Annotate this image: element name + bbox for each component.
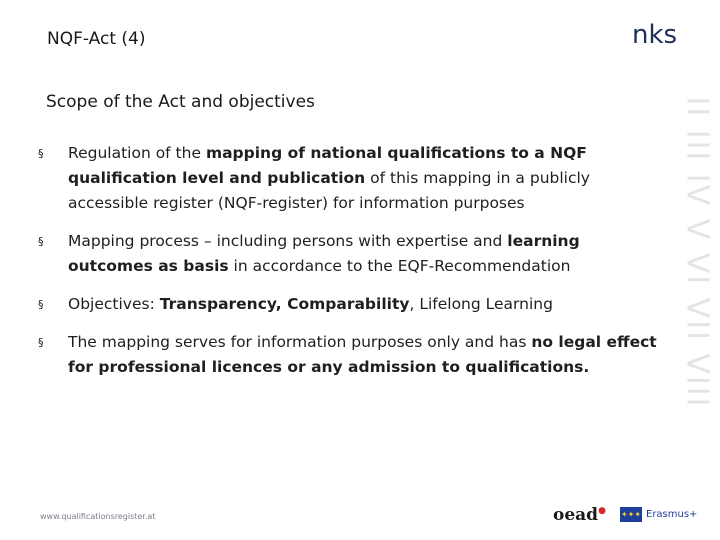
bullet-marker: § xyxy=(38,147,44,160)
bullet-text: Mapping process – including persons with expertise and xyxy=(68,232,508,250)
oead-dot-icon: ● xyxy=(598,506,606,516)
bullet-text: Regulation of the xyxy=(68,144,206,162)
bullet-text-bold: learning outcomes as basis xyxy=(68,232,580,275)
bullet-marker: § xyxy=(38,235,44,248)
eu-stars-icon: ✦✦✦ xyxy=(620,510,642,519)
bullet-list xyxy=(38,141,663,393)
erasmus-logo: Erasmus+ xyxy=(646,509,698,520)
bullet-text: in accordance to the EQF-Recommendation xyxy=(228,257,571,275)
nks-logo-text: nks xyxy=(632,20,678,50)
bullet-text-bold: mapping of national qualifications to a NQF qualification level and publication xyxy=(68,144,587,187)
bullet-text-bold: Transparency, Comparability xyxy=(159,295,410,313)
slide-title: NQF-Act (4) xyxy=(47,29,146,49)
eu-flag-icon xyxy=(620,507,642,522)
bullet-text: Objectives: xyxy=(68,295,160,313)
footer-url[interactable]: www.qualificationsregister.at xyxy=(40,512,156,521)
level-numerals-decoration xyxy=(679,84,715,524)
bullet-text: of this mapping in a publicly accessible register (NQF-register) for information purposes xyxy=(68,169,590,212)
bullet-item xyxy=(38,330,663,380)
bullet-item xyxy=(38,292,663,317)
oead-logo-text: oead xyxy=(553,505,599,525)
bullet-item xyxy=(38,141,663,216)
bullet-marker: § xyxy=(38,336,44,349)
bullet-text-bold: no legal effect for professional licences or any admission to qualifications. xyxy=(68,333,657,376)
nks-logo xyxy=(632,20,677,50)
bullet-marker: § xyxy=(38,298,44,311)
bullet-text: The mapping serves for information purposes only and has xyxy=(68,333,532,351)
section-subtitle: Scope of the Act and objectives xyxy=(46,92,315,112)
oead-logo xyxy=(553,505,606,525)
level-numerals-text: II III IV V VI VII VIII xyxy=(679,96,715,409)
bullet-text: , Lifelong Learning xyxy=(409,295,553,313)
bullet-item xyxy=(38,229,663,279)
